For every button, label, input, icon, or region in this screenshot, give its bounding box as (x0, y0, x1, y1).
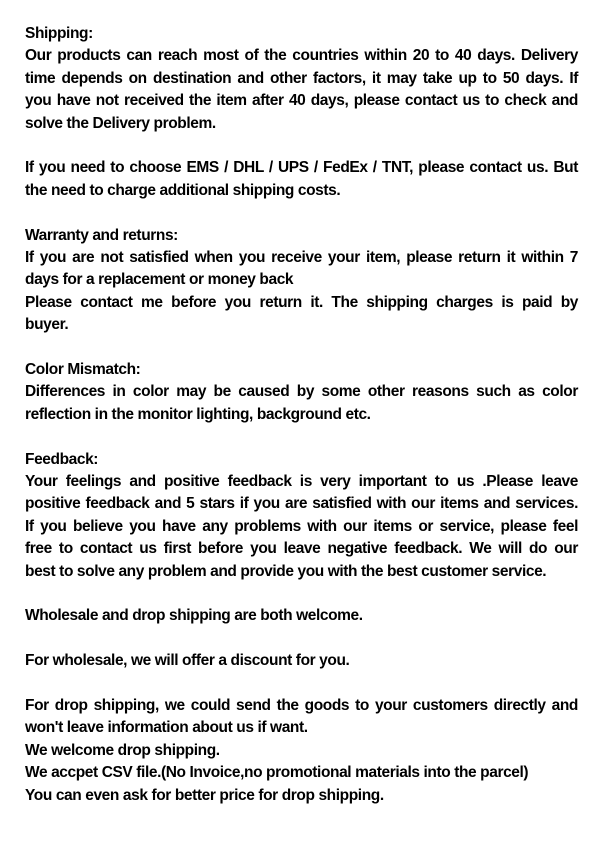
text-line: you have not received the item after 40 days, please contact us to check and (25, 92, 578, 110)
section-feedback (25, 449, 578, 583)
paragraph (25, 695, 578, 740)
text-line: You can even ask for better price for drop shipping. (25, 786, 384, 804)
text-line: Wholesale and drop shipping are both welcome. (25, 607, 363, 625)
text-line: Your feelings and positive feedback is very important to us .Please leave (25, 473, 578, 491)
text-line: If you believe you have any problems with our items or service, please feel (25, 517, 578, 535)
text-line: Differences in color may be caused by some other reasons such as color (25, 383, 578, 401)
section-color-mismatch (25, 359, 578, 426)
text-line: the need to charge additional shipping costs. (25, 181, 341, 199)
text-line: best to solve any problem and provide you with the best customer service. (25, 562, 547, 580)
paragraph (25, 381, 578, 426)
text-line: days for a replacement or money back (25, 271, 294, 289)
paragraph (25, 292, 578, 337)
paragraph (25, 45, 578, 135)
text-line: free to contact us first before you leave negative feedback. We will do our (25, 540, 578, 558)
paragraph (25, 471, 578, 583)
section-heading: Warranty and returns: (25, 226, 178, 244)
text-line: won't leave information about us if want. (25, 719, 308, 737)
paragraph (25, 247, 578, 292)
section-warranty-and-returns (25, 225, 578, 337)
section-wholesale-welcome (25, 605, 578, 627)
text-line: We welcome drop shipping. (25, 741, 220, 759)
section-wholesale-discount (25, 650, 578, 672)
text-line: For drop shipping, we could send the goods to your customers directly and (25, 697, 578, 715)
paragraph (25, 650, 578, 672)
section-express-carriers (25, 157, 578, 202)
section-drop-shipping (25, 695, 578, 807)
text-line: Our products can reach most of the countries within 20 to 40 days. Delivery (25, 47, 578, 65)
paragraph (25, 157, 578, 202)
text-line: If you are not satisfied when you receive your item, please return it within 7 (25, 249, 578, 267)
section-heading: Shipping: (25, 25, 93, 42)
paragraph (25, 605, 578, 627)
paragraph (25, 740, 578, 762)
text-line: For wholesale, we will offer a discount for you. (25, 652, 350, 670)
text-line: We accpet CSV file.(No Invoice,no promotional materials into the parcel) (25, 764, 529, 782)
text-line: If you need to choose EMS / DHL / UPS / FedEx / TNT, please contact us. But (25, 159, 578, 177)
text-line: Please contact me before you return it. The shipping charges is paid by (25, 293, 578, 311)
text-line: reflection in the monitor lighting, background etc. (25, 405, 371, 423)
text-line: buyer. (25, 316, 69, 334)
section-heading: Feedback: (25, 450, 99, 468)
section-shipping (25, 23, 578, 135)
text-line: positive feedback and 5 stars if you are satisfied with our items and services. (25, 495, 578, 513)
text-line: time depends on destination and other factors, it may take up to 50 days. If (25, 69, 578, 87)
paragraph (25, 785, 578, 807)
paragraph (25, 762, 578, 784)
text-line: solve the Delivery problem. (25, 114, 216, 132)
section-heading: Color Mismatch: (25, 361, 141, 379)
